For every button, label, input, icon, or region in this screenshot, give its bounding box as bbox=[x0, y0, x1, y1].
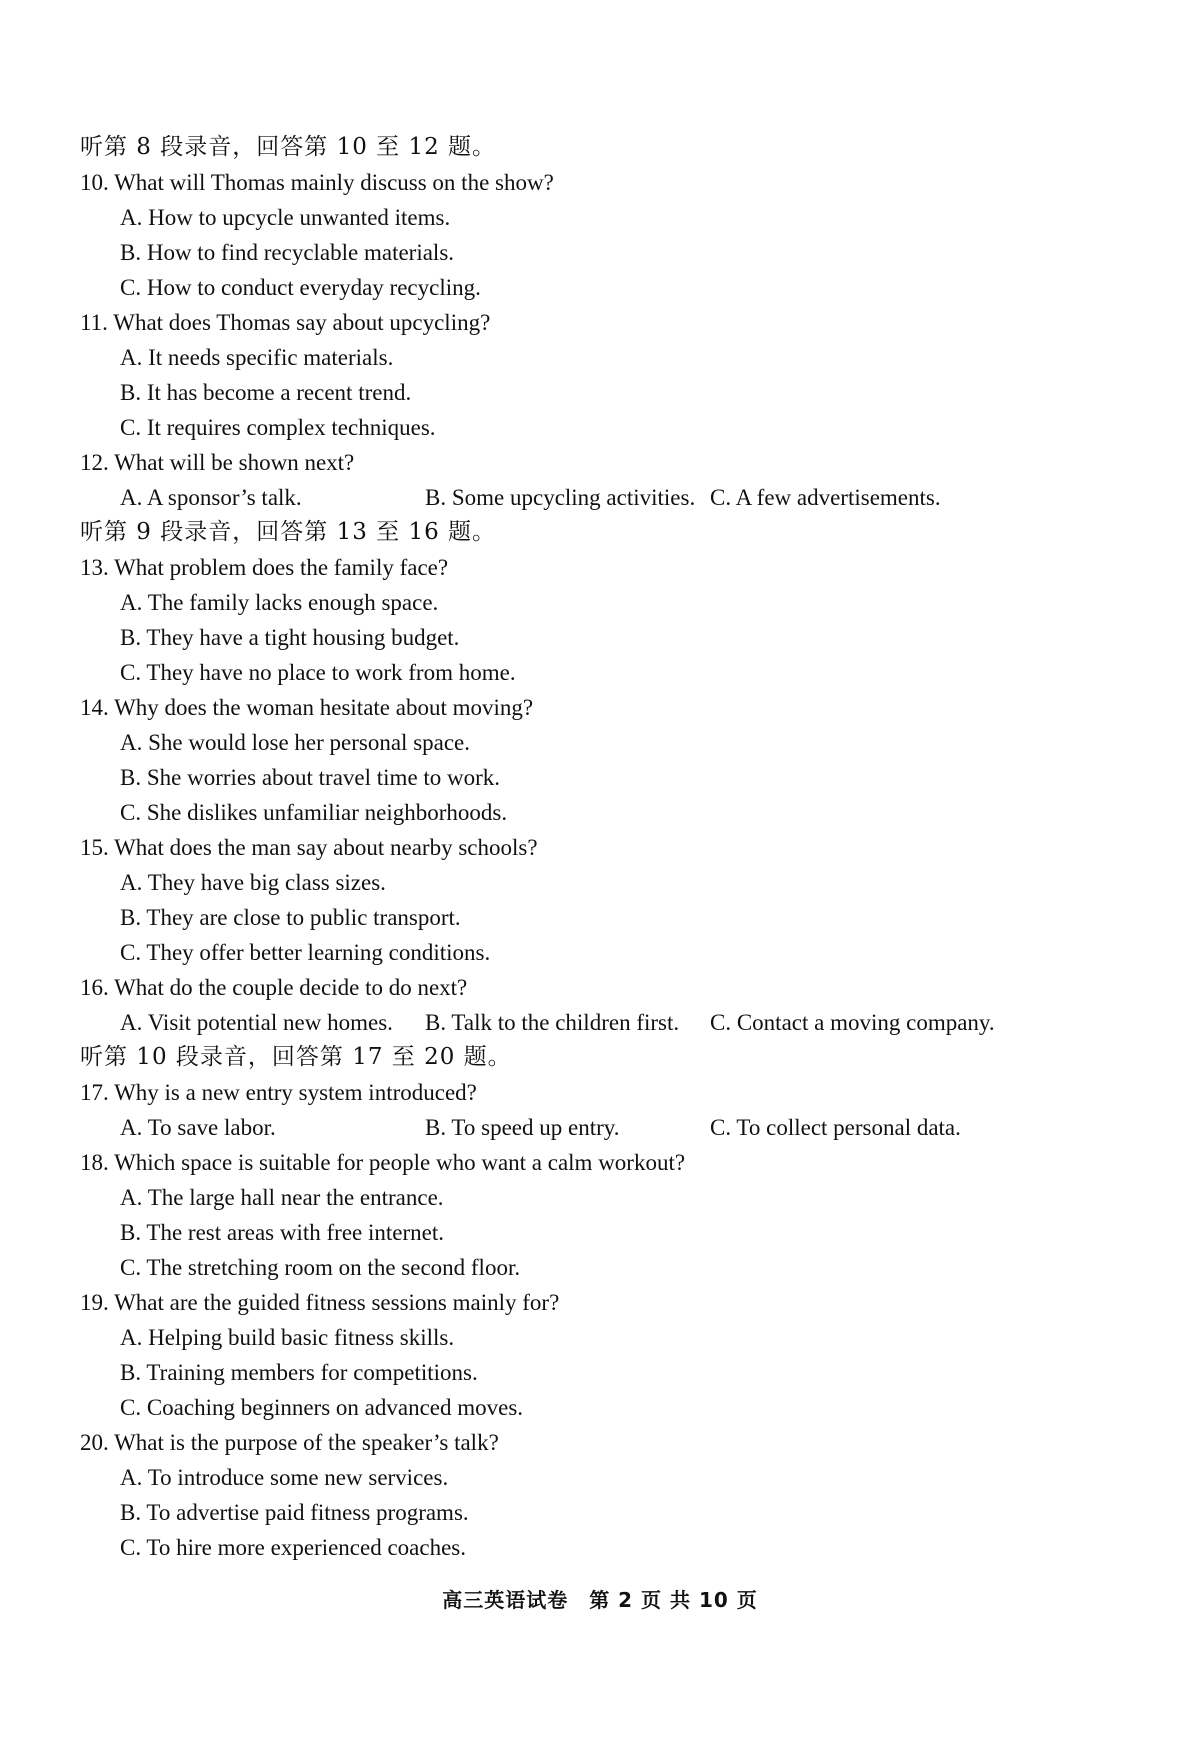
question-14-stem: 14. Why does the woman hesitate about moving? bbox=[80, 695, 534, 720]
question-19-option-b: B. Training members for competitions. bbox=[120, 1360, 478, 1385]
question-18-option-c: C. The stretching room on the second floor. bbox=[120, 1255, 521, 1280]
section-heading-9: 听第 9 段录音，回答第 13 至 16 题。 bbox=[80, 519, 497, 545]
question-14-option-b: B. She worries about travel time to work. bbox=[120, 765, 501, 790]
question-12-stem: 12. What will be shown next? bbox=[80, 450, 355, 475]
question-15-option-c: C. They offer better learning conditions. bbox=[120, 940, 491, 965]
question-17-option-b: B. To speed up entry. bbox=[425, 1115, 620, 1140]
section-heading-10: 听第 10 段录音，回答第 17 至 20 题。 bbox=[80, 1044, 512, 1070]
question-16-stem: 16. What do the couple decide to do next? bbox=[80, 975, 468, 1000]
question-10-option-c: C. How to conduct everyday recycling. bbox=[120, 275, 481, 300]
question-18-option-a: A. The large hall near the entrance. bbox=[120, 1185, 444, 1210]
question-11-option-a: A. It needs specific materials. bbox=[120, 345, 394, 370]
question-17-options bbox=[80, 1110, 1140, 1145]
question-12-option-c: C. A few advertisements. bbox=[710, 485, 941, 510]
question-19-option-c: C. Coaching beginners on advanced moves. bbox=[120, 1395, 524, 1420]
question-15-option-a: A. They have big class sizes. bbox=[120, 870, 386, 895]
question-16-option-c: C. Contact a moving company. bbox=[710, 1010, 995, 1035]
question-16-option-b: B. Talk to the children first. bbox=[425, 1010, 680, 1035]
question-15-option-b: B. They are close to public transport. bbox=[120, 905, 461, 930]
question-20-option-a: A. To introduce some new services. bbox=[120, 1465, 449, 1490]
question-19-stem: 19. What are the guided fitness sessions mainly for? bbox=[80, 1290, 560, 1315]
question-11-stem: 11. What does Thomas say about upcycling? bbox=[80, 310, 491, 335]
question-20-stem: 20. What is the purpose of the speaker’s talk? bbox=[80, 1430, 499, 1455]
question-13-stem: 13. What problem does the family face? bbox=[80, 555, 449, 580]
question-17-option-c: C. To collect personal data. bbox=[710, 1115, 961, 1140]
question-10-option-a: A. How to upcycle unwanted items. bbox=[120, 205, 451, 230]
exam-content bbox=[80, 130, 1140, 1565]
question-13-option-c: C. They have no place to work from home. bbox=[120, 660, 516, 685]
question-14-option-a: A. She would lose her personal space. bbox=[120, 730, 471, 755]
question-11-option-c: C. It requires complex techniques. bbox=[120, 415, 436, 440]
question-17-option-a: A. To save labor. bbox=[120, 1115, 276, 1140]
question-13-option-b: B. They have a tight housing budget. bbox=[120, 625, 460, 650]
section-heading-8: 听第 8 段录音，回答第 10 至 12 题。 bbox=[80, 134, 497, 160]
question-20-option-b: B. To advertise paid fitness programs. bbox=[120, 1500, 469, 1525]
question-18-stem: 18. Which space is suitable for people who want a calm workout? bbox=[80, 1150, 686, 1175]
question-10-option-b: B. How to find recyclable materials. bbox=[120, 240, 455, 265]
question-12-option-b: B. Some upcycling activities. bbox=[425, 485, 696, 510]
question-20-option-c: C. To hire more experienced coaches. bbox=[120, 1535, 467, 1560]
question-11-option-b: B. It has become a recent trend. bbox=[120, 380, 412, 405]
question-18-option-b: B. The rest areas with free internet. bbox=[120, 1220, 444, 1245]
question-10-stem: 10. What will Thomas mainly discuss on the show? bbox=[80, 170, 554, 195]
question-16-option-a: A. Visit potential new homes. bbox=[120, 1010, 393, 1035]
question-12-options bbox=[80, 480, 1140, 515]
question-12-option-a: A. A sponsor’s talk. bbox=[120, 485, 302, 510]
question-19-option-a: A. Helping build basic fitness skills. bbox=[120, 1325, 455, 1350]
page-footer: 高三英语试卷 第 2 页 共 10 页 bbox=[442, 1588, 758, 1612]
question-13-option-a: A. The family lacks enough space. bbox=[120, 590, 439, 615]
question-16-options bbox=[80, 1005, 1140, 1040]
question-14-option-c: C. She dislikes unfamiliar neighborhoods. bbox=[120, 800, 508, 825]
question-15-stem: 15. What does the man say about nearby schools? bbox=[80, 835, 538, 860]
question-17-stem: 17. Why is a new entry system introduced? bbox=[80, 1080, 477, 1105]
